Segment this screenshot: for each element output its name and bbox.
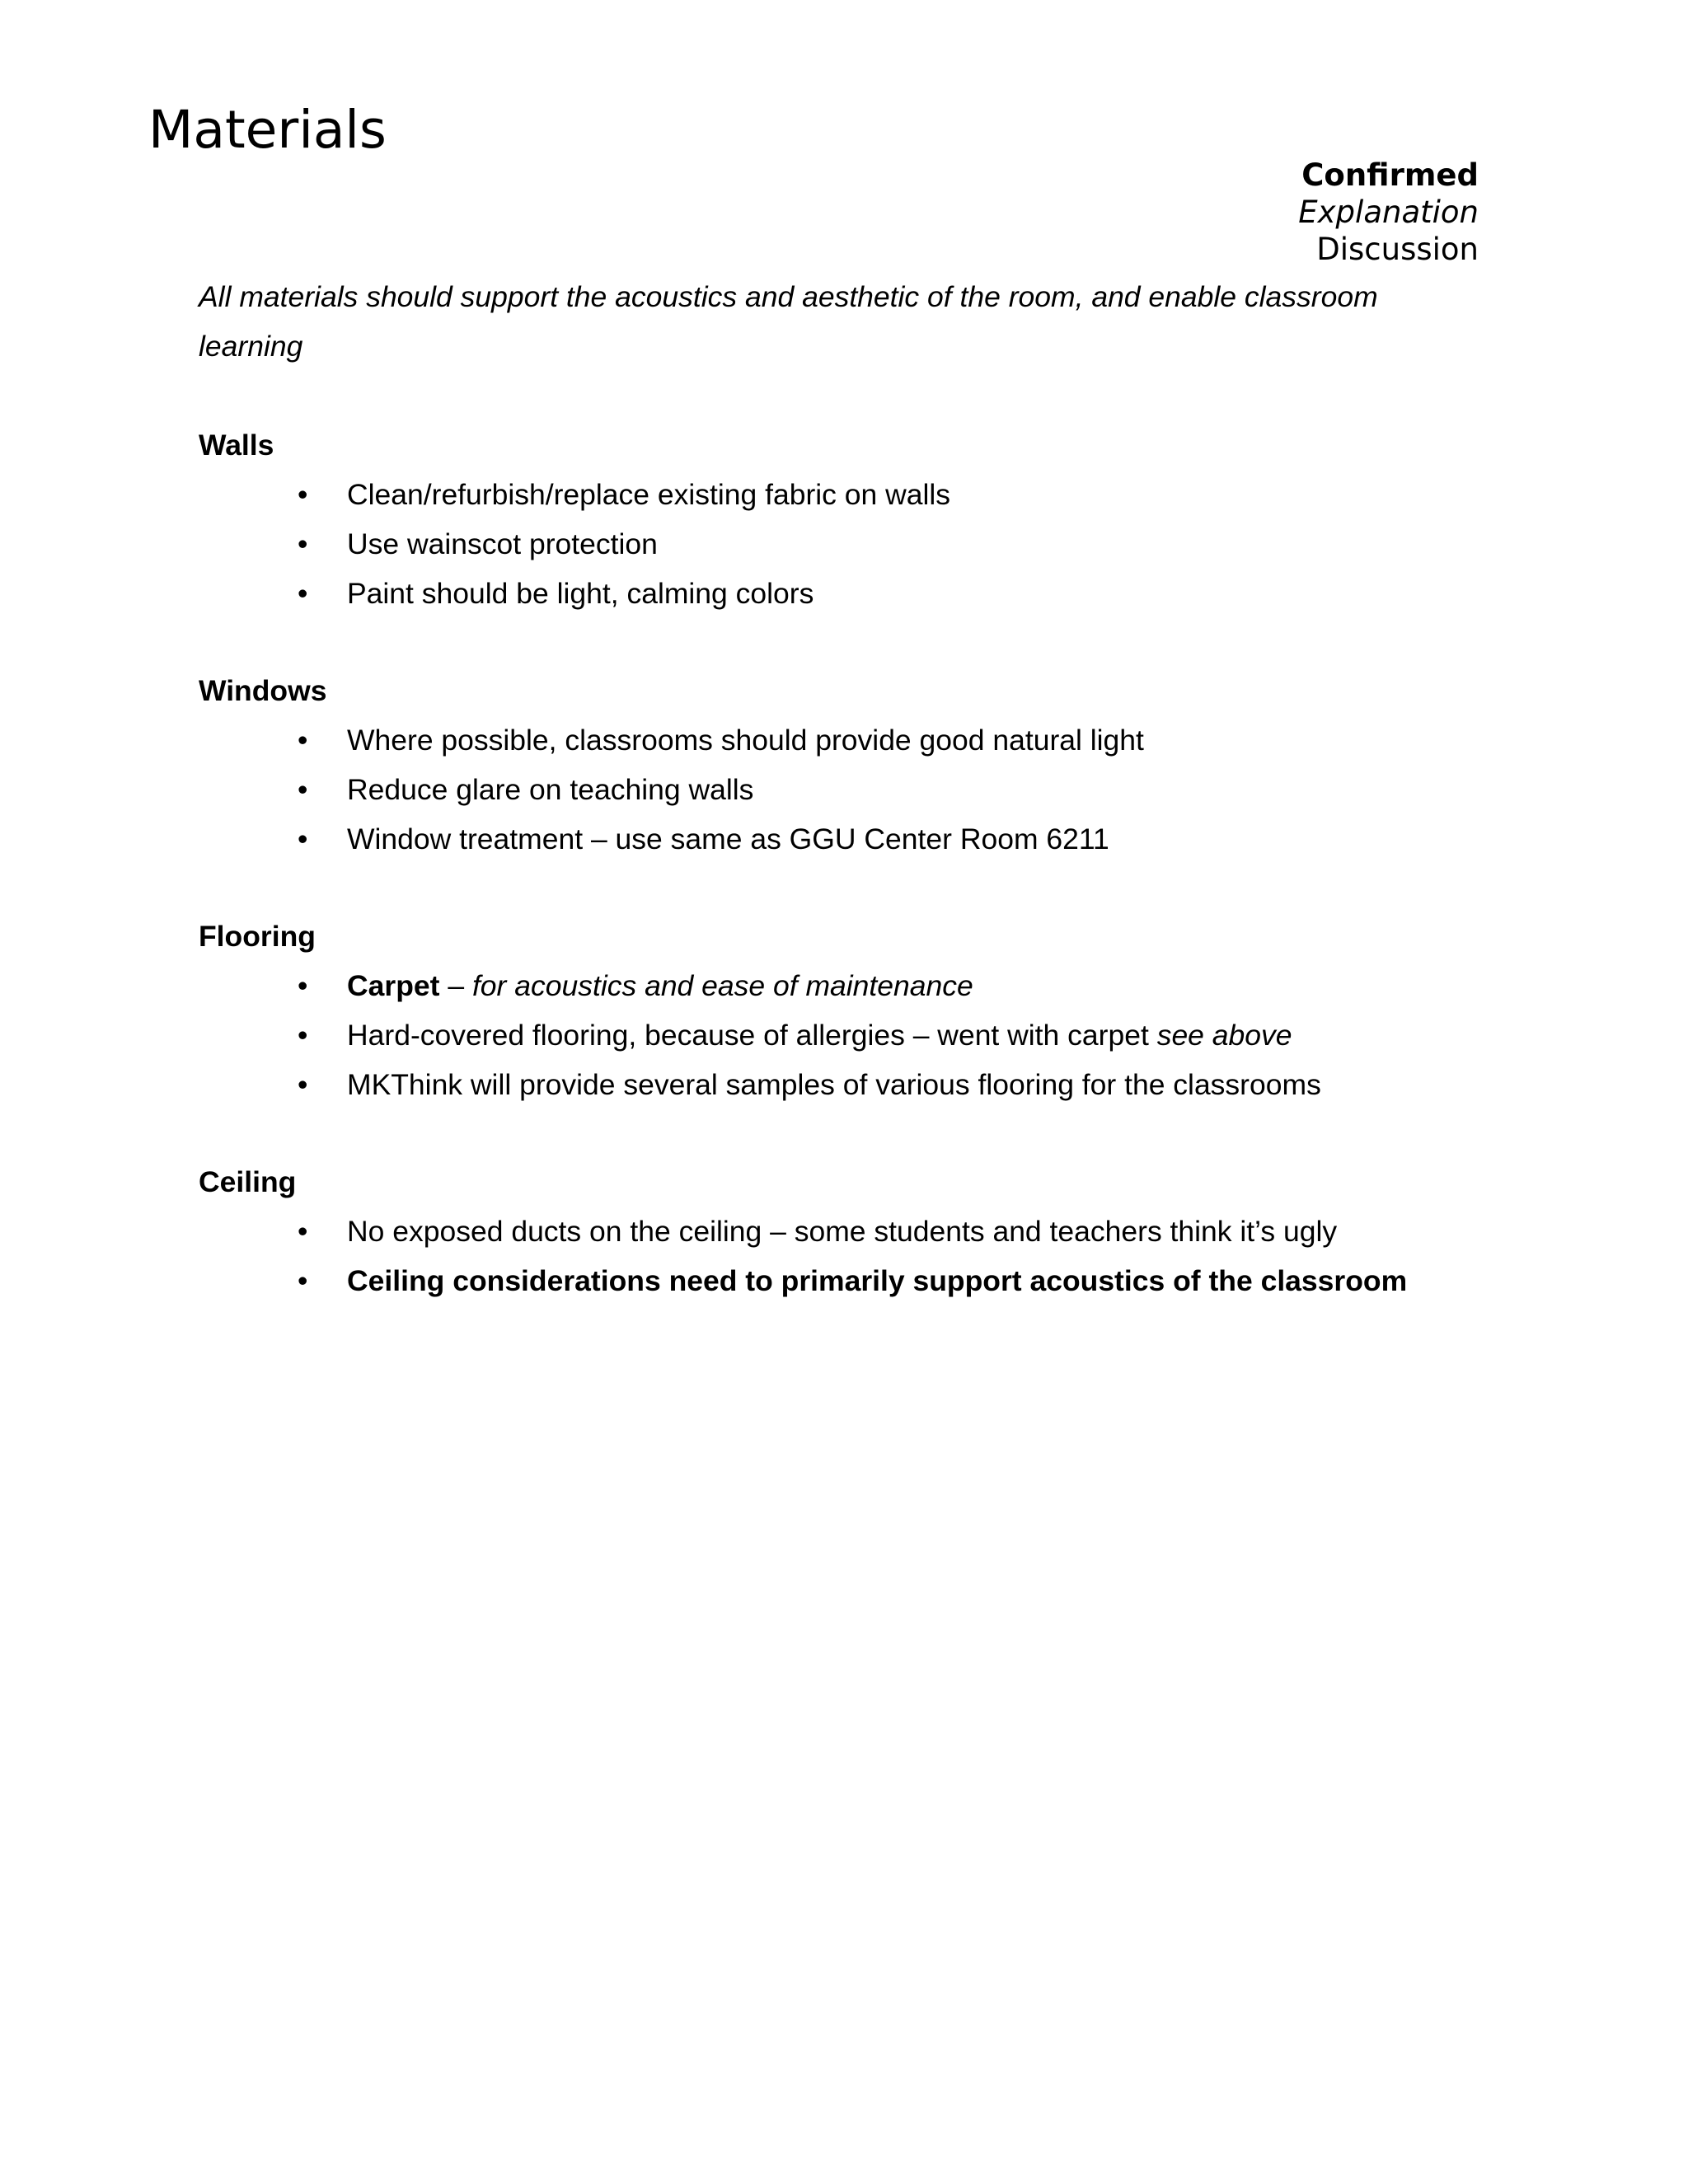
list-item-text: Hard-covered flooring, because of allergies – went with carpet [347, 1019, 1157, 1052]
list-item-bold-text: Ceiling considerations need to primarily support acoustics of the classroom [347, 1264, 1408, 1297]
list-item-text: No exposed ducts on the ceiling – some students and teachers think it’s ugly [347, 1215, 1338, 1248]
list-item-text: Where possible, classrooms should provide good natural light [347, 724, 1144, 757]
list-item-bold-text: Carpet [347, 969, 440, 1002]
status-legend [1298, 157, 1479, 268]
section-heading: Ceiling [199, 1165, 297, 1198]
list-item-text: Use wainscot protection [347, 527, 658, 560]
legend-confirmed: Confirmed [1301, 157, 1479, 193]
list-item-text: Window treatment – use same as GGU Center Room 6211 [347, 823, 1109, 855]
list-item-italic-text: see above [1156, 1019, 1292, 1052]
bullet-list [199, 470, 1517, 618]
list-item [199, 1256, 1517, 1305]
list-item [199, 715, 1517, 765]
intro-paragraph: All materials should support the acoustics and aesthetic of the room, and enable classroom learning [199, 280, 1378, 363]
bullet-icon: • [298, 823, 308, 855]
legend-discussion: Discussion [1316, 232, 1479, 267]
section-heading: Flooring [199, 920, 316, 953]
bullet-icon: • [298, 724, 308, 757]
bullet-icon: • [298, 1215, 308, 1248]
list-item-text: MKThink will provide several samples of various flooring for the classrooms [347, 1068, 1321, 1101]
list-item-text: Clean/refurbish/replace existing fabric on walls [347, 478, 951, 511]
list-item-text: Reduce glare on teaching walls [347, 773, 754, 806]
list-item-text: Paint should be light, calming colors [347, 577, 814, 610]
bullet-icon: • [298, 577, 308, 610]
bullet-list [199, 715, 1517, 864]
bullet-icon: • [298, 478, 308, 511]
bullet-icon: • [298, 773, 308, 806]
bullet-icon: • [298, 527, 308, 560]
bullet-icon: • [298, 1019, 308, 1052]
bullet-icon: • [298, 969, 308, 1002]
list-item-italic-text: for acoustics and ease of maintenance [471, 969, 973, 1002]
bullet-icon: • [298, 1068, 308, 1101]
section-heading: Walls [199, 429, 274, 462]
legend-explanation: Explanation [1298, 194, 1479, 230]
bullet-list [199, 1207, 1517, 1305]
section-flooring [199, 912, 1517, 1109]
section-windows [199, 666, 1517, 864]
list-item [199, 1207, 1517, 1256]
bullet-list [199, 961, 1517, 1109]
list-item [199, 961, 1517, 1010]
list-item-text: – [439, 969, 472, 1002]
list-item [199, 1060, 1517, 1109]
page-title: Materials [148, 100, 387, 160]
section-walls [199, 420, 1517, 618]
list-item [199, 569, 1517, 618]
list-item [199, 519, 1517, 569]
list-item [199, 1010, 1517, 1060]
section-heading: Windows [199, 674, 327, 707]
bullet-icon: • [298, 1264, 308, 1297]
list-item [199, 814, 1517, 864]
list-item [199, 470, 1517, 519]
section-ceiling [199, 1157, 1517, 1305]
list-item [199, 765, 1517, 814]
